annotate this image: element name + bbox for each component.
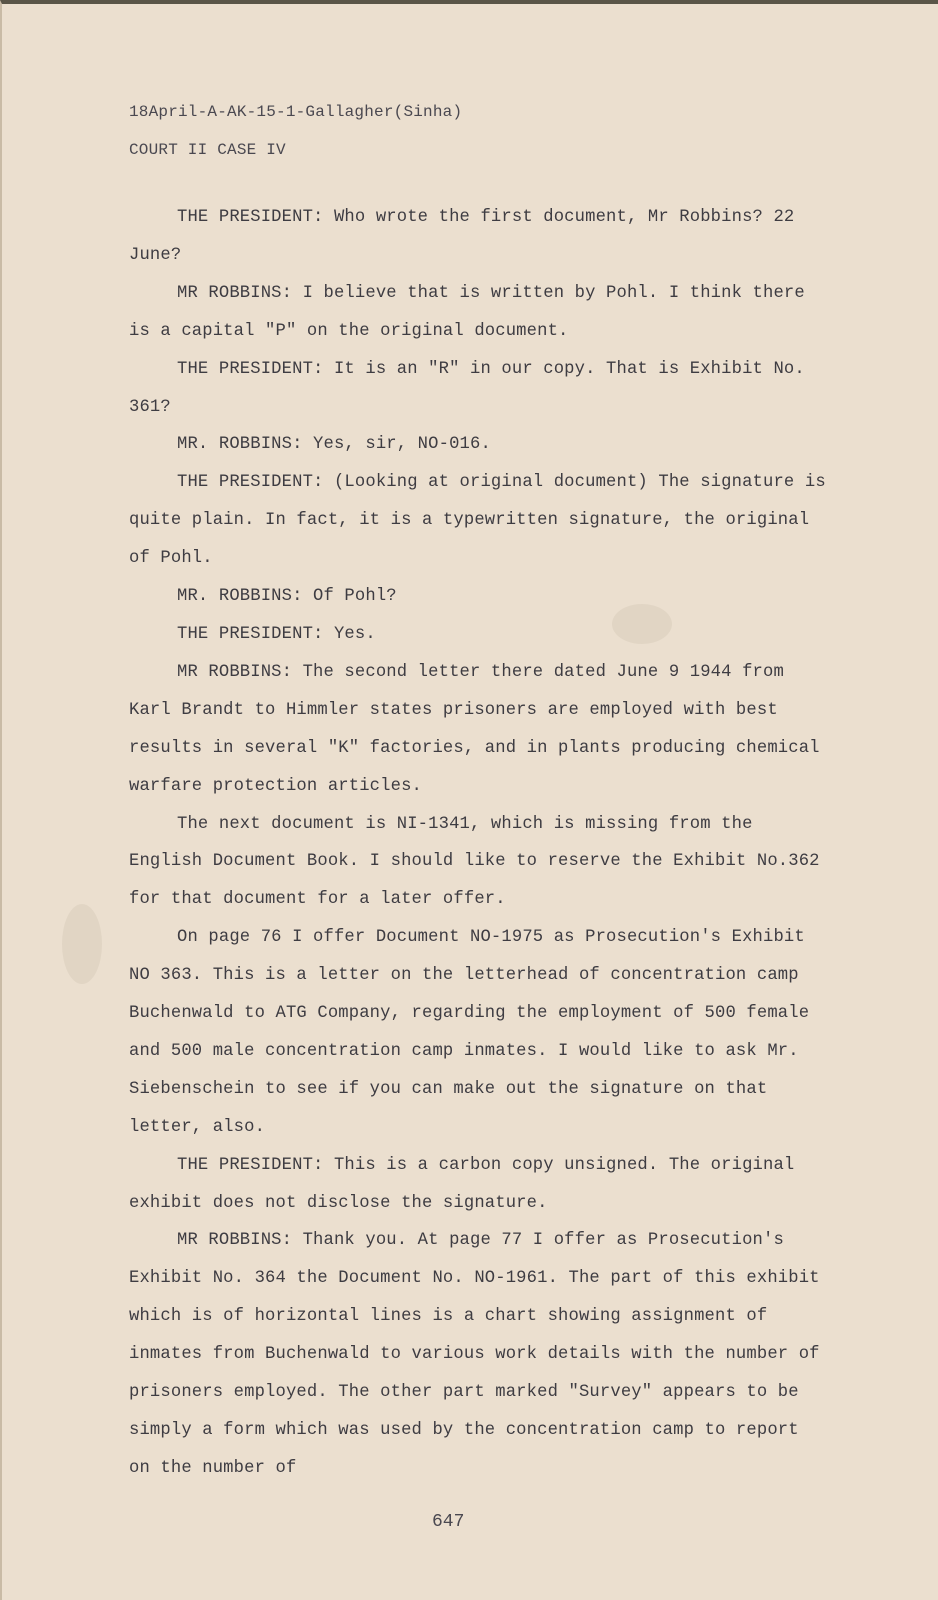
paragraph: THE PRESIDENT: (Looking at original document) The signature is quite plain. In fact, it is a typewritten signature, the original of Pohl. <box>129 473 826 569</box>
page-number: 647 <box>432 1512 465 1532</box>
paragraph: THE PRESIDENT: It is an "R" in our copy. That is Exhibit No. 361? <box>129 359 805 417</box>
paragraph: THE PRESIDENT: Who wrote the first document, Mr Robbins? 22 June? <box>129 208 795 265</box>
paragraph: MR. ROBBINS: Of Pohl? <box>177 587 397 607</box>
transcript-body <box>129 199 829 1488</box>
header-court-case: COURT II CASE IV <box>129 141 286 159</box>
paragraph: MR ROBBINS: I believe that is written by Pohl. I think there is a capital "P" on the original document. <box>129 283 805 341</box>
paragraph: THE PRESIDENT: Yes. <box>177 624 376 644</box>
paragraph: The next document is NI-1341, which is missing from the English Document Book. I should like to reserve the Exhibit No.362 for that document for a later offer. <box>129 814 820 910</box>
paper-stain <box>62 904 102 984</box>
header-reference: 18April-A-AK-15-1-Gallagher(Sinha) <box>129 103 463 121</box>
paragraph: MR ROBBINS: Thank you. At page 77 I offer as Prosecution's Exhibit No. 364 the Document No. NO-1961. The part of this exhibit which is of horizontal lines is a chart showing assignment of inmates from Buchenwald to various work details with the number of prisoners employed. The other part marked "Survey" appears to be simply a form which was used by the concentration camp to report on the number of <box>129 1231 820 1478</box>
paragraph: THE PRESIDENT: This is a carbon copy unsigned. The original exhibit does not disclose the signature. <box>129 1155 795 1213</box>
paragraph: MR ROBBINS: The second letter there dated June 9 1944 from Karl Brandt to Himmler states prisoners are employed with best results in several "K" factories, and in plants producing chemical warfare protection articles. <box>129 662 820 796</box>
paragraph: MR. ROBBINS: Yes, sir, NO-016. <box>177 435 491 455</box>
paragraph: On page 76 I offer Document NO-1975 as Prosecution's Exhibit NO 363. This is a letter on the letterhead of concentration camp Buchenwald to ATG Company, regarding the employment of 500 female and 500 male concentration camp inmates. I would like to ask Mr. Siebenschein to see if you can make out the signature on that letter, also. <box>129 928 810 1137</box>
